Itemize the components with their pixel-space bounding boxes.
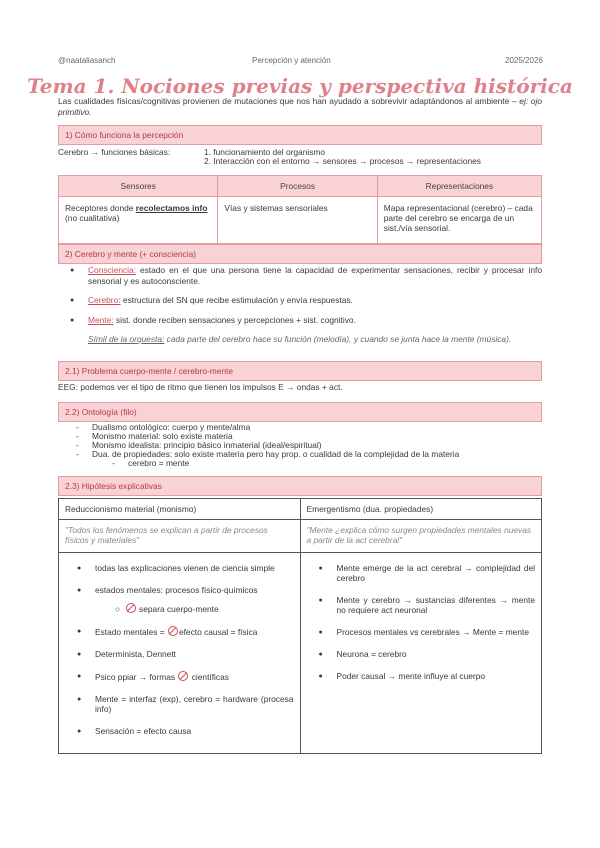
function-1: 1. funcionamiento del organismo <box>204 147 326 157</box>
list-item: ● Mente: sist. donde reciben sensaciones y percepciones + sist. cognitivo. <box>88 315 542 326</box>
emergentismo-points <box>300 553 542 754</box>
list-item: ● Mente y cerebro → sustancias diferentes → mente no requiere act neuronal <box>337 595 536 615</box>
list-item: ● todas las explicaciones vienen de ciencia simple <box>95 563 294 573</box>
list-item: ● Mente emerge de la act cerebral → complejidad del cerebro <box>337 563 536 583</box>
prohibited-icon <box>168 626 178 636</box>
header-year: 2025/2026 <box>505 56 543 65</box>
eeg-note: EEG: podemos ver el tipo de ritmo que tienen los impulsos E → ondas + act. <box>58 382 343 392</box>
list-item: ● Sensación = efecto causa <box>95 726 294 736</box>
list-item: ● Determinista, Dennett <box>95 649 294 659</box>
ontology-list <box>58 423 542 468</box>
prohibited-icon <box>178 671 188 681</box>
col-representaciones: Representaciones <box>377 176 541 197</box>
list-item: - cerebro = mente <box>128 459 542 468</box>
reduccionismo-title: Reduccionismo material (monismo) <box>59 499 301 520</box>
orchestra-simile: Símil de la orquesta: cada parte del cerebro hace su función (melodía), y cuando se junta hace la mente (música). <box>88 334 512 344</box>
list-item: ● Estado mentales = efecto causal = física <box>95 626 294 637</box>
section-2-heading: 2) Cerebro y mente (+ consciencia) <box>58 244 542 264</box>
page-title: Tema 1. Nociones previas y perspectiva histórica <box>27 74 573 98</box>
emergentismo-quote: "Mente ¿explica cómo surgen propiedades mentales nuevas a partir de la act cerebral" <box>300 520 542 553</box>
hypotheses-table <box>58 498 542 754</box>
prohibited-icon <box>126 603 136 613</box>
header-author: @naataliasanch <box>58 56 116 65</box>
list-item: - Monismo idealista: principio básico inmaterial (ideal/espiritual) <box>92 441 542 450</box>
reduccionismo-points <box>59 553 301 754</box>
list-item: - Dua. de propiedades: solo existe materia pero hay prop. o cualidad de la complejidad de la materia <box>92 450 542 459</box>
header-subject: Percepción y atención <box>252 56 331 65</box>
brain-functions-lead: Cerebro → funciones básicas: <box>58 147 171 157</box>
list-item: ● estados mentales: procesos físico-químicos ○ separa cuerpo-mente <box>95 585 294 614</box>
list-item: ● Poder causal → mente influye al cuerpo <box>337 671 536 681</box>
list-item: - Monismo material: solo existe materia <box>92 432 542 441</box>
col-sensores: Sensores <box>59 176 218 197</box>
section-2-body <box>58 265 542 345</box>
reduccionismo-quote: "Todos los fenómenos se explican a partir de procesos físicos y materiales" <box>59 520 301 553</box>
section-2-1-heading: 2.1) Problema cuerpo-mente / cerebro-mente <box>58 361 542 381</box>
list-item: - Dualismo ontológico: cuerpo y mente/alma <box>92 423 542 432</box>
cell-representaciones: Mapa representacional (cerebro) – cada parte del cerebro se encarga de un sist./vía sensorial. <box>377 197 541 244</box>
list-item: ● Neurona = cerebro <box>337 649 536 659</box>
cell-procesos: Vías y sistemas sensoriales <box>218 197 377 244</box>
list-item: ● Psico ppiar → formas científicas <box>95 671 294 682</box>
emergentismo-title: Emergentismo (dua. propiedades) <box>300 499 542 520</box>
sub-item: ○ separa cuerpo-mente <box>115 604 219 614</box>
list-item: ● Consciencia: estado en el que una persona tiene la capacidad de experimentar sensaciones, recibir y procesar info sensorial y es autoconsciente. <box>88 265 542 286</box>
section-2-2-heading: 2.2) Ontología (filo) <box>58 402 542 422</box>
function-2: 2. Interacción con el entorno → sensores → procesos → representaciones <box>204 156 481 166</box>
col-procesos: Procesos <box>218 176 377 197</box>
section-2-3-heading: 2.3) Hipótesis explicativas <box>58 476 542 496</box>
intro-paragraph: Las cualidades físicas/cognitivas provienen de mutaciones que nos han ayudado a sobrevivir adaptándonos al ambiente – ej: ojo primitivo. <box>58 96 542 117</box>
list-item: ● Mente = interfaz (exp), cerebro = hardware (procesa info) <box>95 694 294 714</box>
perception-table <box>58 175 542 244</box>
list-item: ● Procesos mentales vs cerebrales → Mente = mente <box>337 627 536 637</box>
cell-sensores: Receptores donde recolectamos info (no cualitativa) <box>59 197 218 244</box>
section-1-heading: 1) Cómo funciona la percepción <box>58 125 542 145</box>
list-item: ● Cerebro: estructura del SN que recibe estimulación y envía respuestas. <box>88 295 542 306</box>
